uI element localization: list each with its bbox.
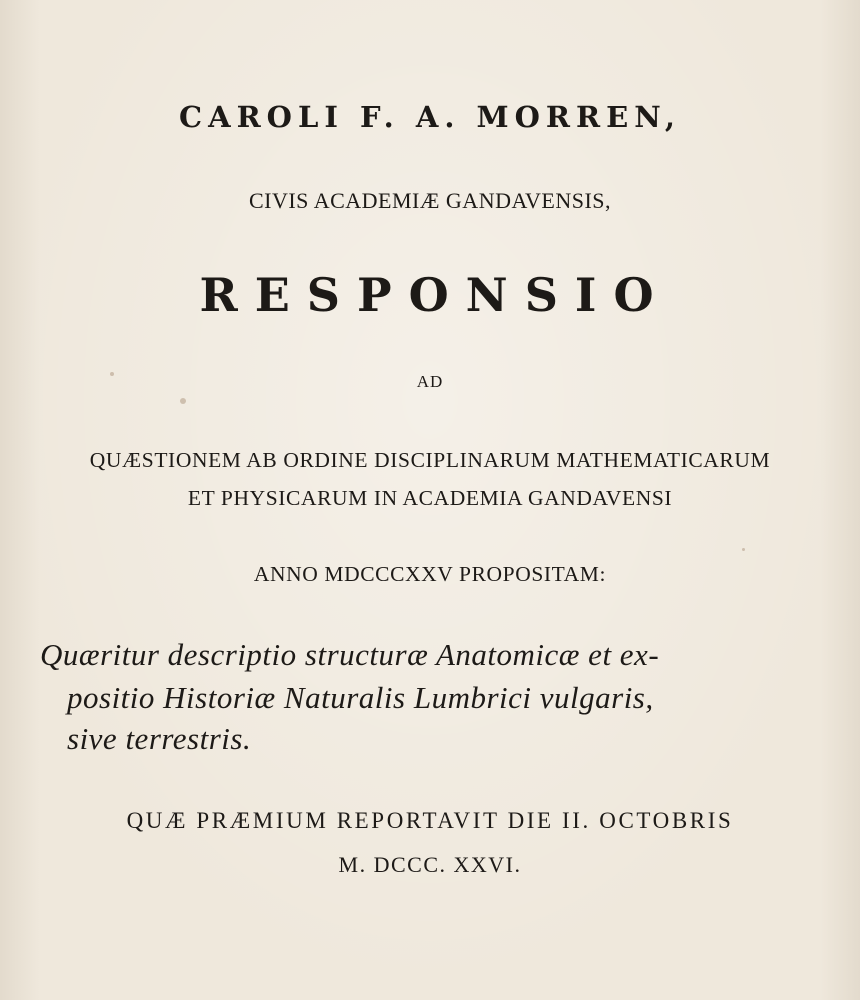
question-line-2: ET PHYSICARUM IN ACADEMIA GANDAVENSI bbox=[187, 486, 673, 510]
question-text-line-3: sive terrestris. bbox=[67, 721, 252, 756]
author-name: CAROLI F. A. MORREN, bbox=[179, 100, 681, 134]
prize-date: M. DCCC. XXVI. bbox=[338, 852, 522, 877]
question-line-1: QUÆSTIONEM AB ORDINE DISCIPLINARUM MATHEMATICARUM bbox=[89, 448, 771, 472]
paper-speck bbox=[742, 548, 745, 551]
question-text-line-1: Quæritur descriptio structuræ Anatomicæ et ex- bbox=[40, 637, 660, 672]
paper-speck bbox=[180, 398, 186, 404]
question-text-line-2: positio Historiæ Naturalis Lumbrici vulgaris, bbox=[67, 680, 654, 715]
author-affiliation: CIVIS ACADEMIÆ GANDAVENSIS, bbox=[248, 188, 612, 213]
preposition-ad: AD bbox=[416, 372, 444, 391]
year-proposed-line: ANNO MDCCCXXV PROPOSITAM: bbox=[253, 562, 607, 586]
work-title: RESPONSIO bbox=[199, 268, 671, 322]
prize-line: QUÆ PRÆMIUM REPORTAVIT DIE II. OCTOBRIS bbox=[126, 808, 734, 833]
